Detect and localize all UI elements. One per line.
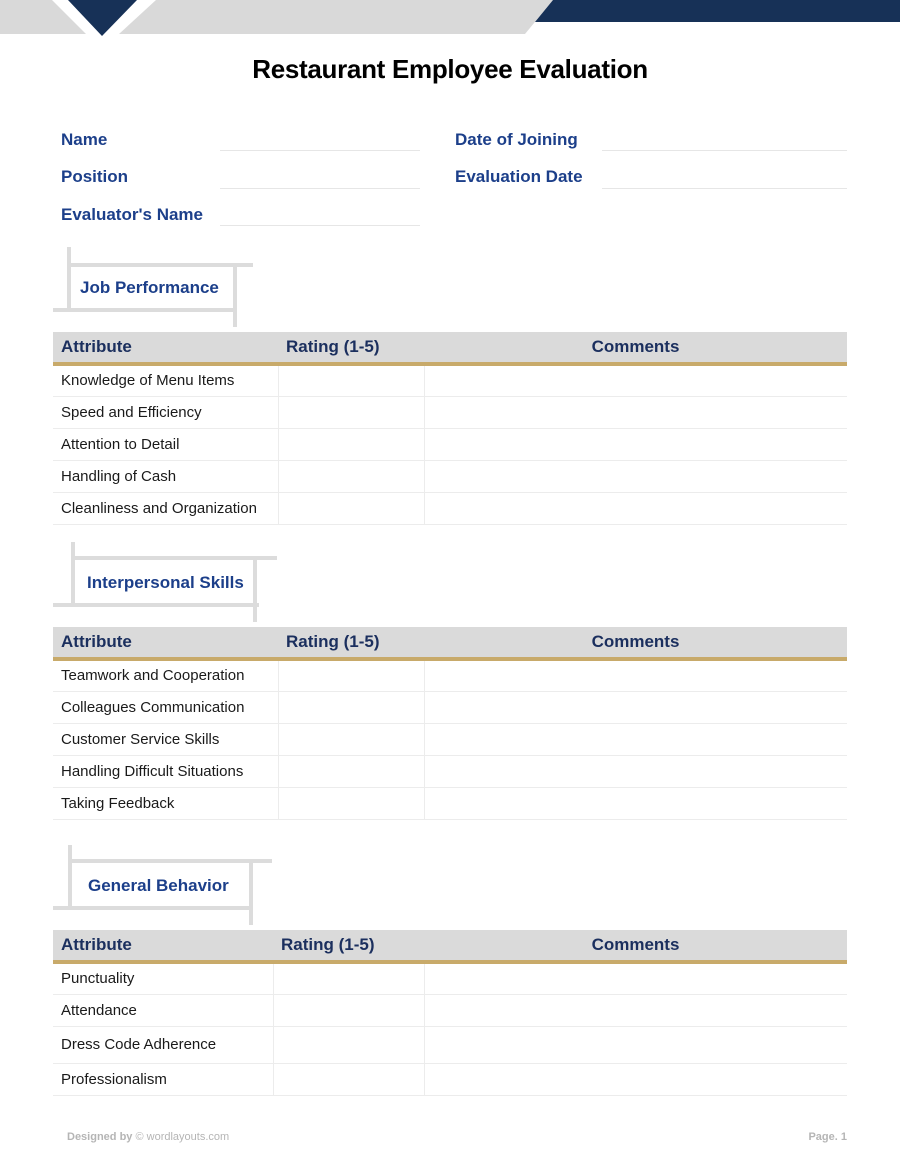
evaluator-name-label: Evaluator's Name: [61, 205, 203, 224]
table-header-row: [53, 627, 847, 659]
column-header-attribute: Attribute: [53, 627, 278, 659]
name-label: Name: [61, 130, 108, 149]
position-field[interactable]: [220, 188, 420, 189]
table-row: [53, 428, 847, 460]
page-number: Page. 1: [808, 1131, 847, 1143]
table-row: [53, 396, 847, 428]
designed-by-label: Designed by: [67, 1131, 133, 1143]
interpersonal-skills-table: [53, 627, 847, 820]
job-performance-table: [53, 332, 847, 525]
comments-cell[interactable]: [424, 460, 847, 492]
rating-cell[interactable]: [278, 723, 424, 755]
attribute-cell: Customer Service Skills: [53, 723, 278, 755]
date-of-joining-label: Date of Joining: [455, 130, 578, 149]
evaluation-date-field[interactable]: [602, 188, 847, 189]
date-of-joining-field[interactable]: [602, 150, 847, 151]
attribute-cell: Speed and Efficiency: [53, 396, 278, 428]
comments-cell[interactable]: [424, 364, 847, 396]
column-header-comments: Comments: [424, 332, 847, 364]
evaluator-name-field[interactable]: [220, 225, 420, 226]
comments-cell[interactable]: [424, 691, 847, 723]
column-header-rating: Rating (1-5): [278, 627, 424, 659]
rating-cell[interactable]: [273, 994, 424, 1026]
table-row: [53, 691, 847, 723]
evaluation-date-label: Evaluation Date: [455, 167, 583, 186]
rating-cell[interactable]: [278, 428, 424, 460]
attribute-cell: Attendance: [53, 994, 273, 1026]
comments-cell[interactable]: [424, 787, 847, 819]
table-row: [53, 994, 847, 1026]
section-title-interpersonal-skills: Interpersonal Skills: [87, 573, 244, 592]
rating-cell[interactable]: [273, 1026, 424, 1063]
name-field[interactable]: [220, 150, 420, 151]
footer-credit: [67, 1131, 229, 1143]
comments-cell[interactable]: [424, 492, 847, 524]
designed-by-link[interactable]: © wordlayouts.com: [135, 1131, 230, 1143]
table-header-row: [53, 332, 847, 364]
comments-cell[interactable]: [424, 1063, 847, 1095]
rating-cell[interactable]: [278, 787, 424, 819]
banner-navy-band: [535, 0, 900, 22]
attribute-cell: Professionalism: [53, 1063, 273, 1095]
rating-cell[interactable]: [278, 659, 424, 691]
header-banner: [0, 0, 900, 40]
section-title-job-performance: Job Performance: [80, 278, 219, 297]
table-row: [53, 787, 847, 819]
attribute-cell: Colleagues Communication: [53, 691, 278, 723]
table-row: [53, 460, 847, 492]
rating-cell[interactable]: [273, 1063, 424, 1095]
table-row: [53, 755, 847, 787]
column-header-comments: Comments: [424, 627, 847, 659]
rating-cell[interactable]: [278, 492, 424, 524]
column-header-rating: Rating (1-5): [278, 332, 424, 364]
comments-cell[interactable]: [424, 428, 847, 460]
table-row: [53, 1063, 847, 1095]
attribute-cell: Cleanliness and Organization: [53, 492, 278, 524]
general-behavior-table: [53, 930, 847, 1096]
comments-cell[interactable]: [424, 396, 847, 428]
attribute-cell: Teamwork and Cooperation: [53, 659, 278, 691]
rating-cell[interactable]: [278, 364, 424, 396]
column-header-comments: Comments: [424, 930, 847, 962]
attribute-cell: Handling Difficult Situations: [53, 755, 278, 787]
rating-cell[interactable]: [278, 755, 424, 787]
attribute-cell: Knowledge of Menu Items: [53, 364, 278, 396]
rating-cell[interactable]: [273, 962, 424, 994]
column-header-rating: Rating (1-5): [273, 930, 424, 962]
rating-cell[interactable]: [278, 691, 424, 723]
position-label: Position: [61, 167, 129, 186]
comments-cell[interactable]: [424, 723, 847, 755]
attribute-cell: Taking Feedback: [53, 787, 278, 819]
document-title: Restaurant Employee Evaluation: [252, 54, 648, 84]
comments-cell[interactable]: [424, 755, 847, 787]
table-row: [53, 364, 847, 396]
table-row: [53, 1026, 847, 1063]
attribute-cell: Dress Code Adherence: [53, 1026, 273, 1063]
table-row: [53, 659, 847, 691]
attribute-cell: Punctuality: [53, 962, 273, 994]
table-row: [53, 962, 847, 994]
table-row: [53, 723, 847, 755]
comments-cell[interactable]: [424, 659, 847, 691]
column-header-attribute: Attribute: [53, 930, 273, 962]
comments-cell[interactable]: [424, 1026, 847, 1063]
column-header-attribute: Attribute: [53, 332, 278, 364]
comments-cell[interactable]: [424, 994, 847, 1026]
attribute-cell: Attention to Detail: [53, 428, 278, 460]
attribute-cell: Handling of Cash: [53, 460, 278, 492]
comments-cell[interactable]: [424, 962, 847, 994]
table-row: [53, 492, 847, 524]
rating-cell[interactable]: [278, 460, 424, 492]
table-header-row: [53, 930, 847, 962]
section-title-general-behavior: General Behavior: [88, 876, 229, 895]
rating-cell[interactable]: [278, 396, 424, 428]
